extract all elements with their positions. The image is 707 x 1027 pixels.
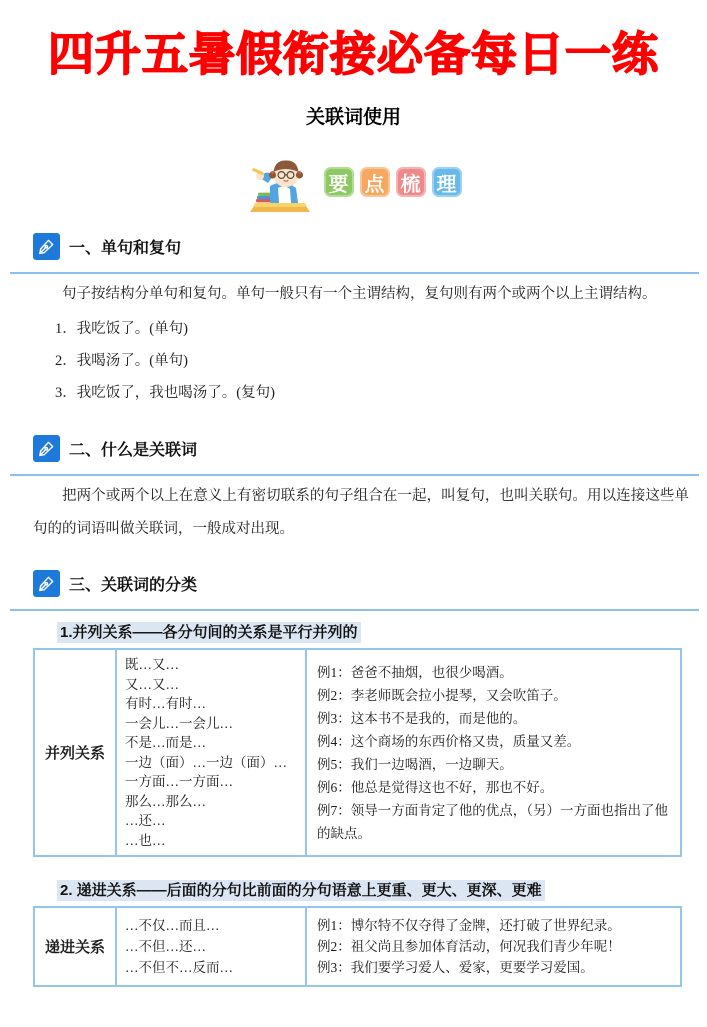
relation-category-cell: 递进关系 xyxy=(34,907,116,986)
section1-example-list xyxy=(55,313,689,409)
example-item: 例3：这本书不是我的，而是他的。 xyxy=(317,710,527,726)
conjunction-patterns-cell xyxy=(116,907,306,986)
pattern-item: 既…又… xyxy=(125,657,179,672)
pattern-item: 一边（面）…一边（面）… xyxy=(125,754,287,770)
example-sentences-cell xyxy=(306,907,681,986)
pattern-item: 那么…那么… xyxy=(125,793,206,809)
section1-title: 一、单句和复句 xyxy=(69,240,182,257)
page-subtitle: 关联词使用 xyxy=(305,107,401,128)
pattern-item: 又…又… xyxy=(125,676,179,692)
example-item: 例7：领导一方面肯定了他的优点，（另）一方面也指出了他的缺点。 xyxy=(317,802,668,841)
badge-shu: 梳 xyxy=(396,167,426,197)
section3-divider xyxy=(10,609,699,611)
section2-header xyxy=(33,435,707,462)
pattern-item: …不但不…反而… xyxy=(125,960,233,975)
pattern-item: 一会儿…一会儿… xyxy=(125,715,233,731)
badge-yao: 要 xyxy=(324,167,354,197)
pattern-item: …也… xyxy=(125,832,166,848)
example-item: 例3：我们要学习爱人、爱家，更要学习爱国。 xyxy=(317,960,594,975)
badge-li: 理 xyxy=(432,167,462,197)
page-title: 四升五暑假衔接必备每日一练 xyxy=(48,28,659,80)
example-sentences-cell xyxy=(306,649,681,856)
section1-divider xyxy=(10,272,699,274)
list-item: 2．我喝汤了。(单句) xyxy=(55,353,188,369)
pen-icon xyxy=(33,570,60,597)
example-item: 例1：博尔特不仅夺得了金牌，还打破了世界纪录。 xyxy=(317,918,621,933)
conjunction-patterns-cell xyxy=(116,649,306,856)
example-item: 例1：爸爸不抽烟，也很少喝酒。 xyxy=(317,664,513,680)
table2-caption xyxy=(57,879,707,900)
example-item: 例6：他总是觉得这也不好，那也不好。 xyxy=(317,779,554,795)
studying-kid-icon xyxy=(246,150,314,214)
pattern-item: 有时…有时… xyxy=(125,696,206,711)
pen-icon xyxy=(33,233,60,260)
example-item: 例2：祖父尚且参加体育活动，何况我们青少年呢！ xyxy=(317,939,621,954)
example-item: 例2：李老师既会拉小提琴，又会吹笛子。 xyxy=(317,687,567,703)
pattern-item: …还… xyxy=(125,813,166,828)
table2-caption-text: 2. 递进关系——后面的分句比前面的分句语意上更重、更大、更深、更难 xyxy=(57,880,545,901)
pattern-item: …不仅…而且… xyxy=(125,918,220,933)
pattern-item: 一方面…一方面… xyxy=(125,774,233,789)
table-row xyxy=(34,907,681,986)
section1-paragraph: 句子按结构分单句和复句。单句一般只有一个主谓结构，复句则有两个或两个以上主谓结构。 xyxy=(62,286,657,302)
key-points-banner xyxy=(0,149,707,215)
badge-dian: 点 xyxy=(360,167,390,197)
table1-caption xyxy=(57,621,707,642)
coordinate-relation-table xyxy=(33,648,682,857)
section1-header xyxy=(33,233,707,260)
section3-header xyxy=(33,570,707,597)
pen-icon xyxy=(33,435,60,462)
section2-paragraph: 把两个或两个以上在意义上有密切联系的句子组合在一起，叫复句，也叫关联句。用以连接这些单句的的词语叫做关联词，一般成对出现。 xyxy=(33,488,689,537)
pattern-item: …不但…还… xyxy=(125,939,206,954)
list-item: 1．我吃饭了。(单句) xyxy=(55,321,188,337)
table1-caption-text: 1.并列关系——各分句间的关系是平行并列的 xyxy=(57,622,361,643)
section2-title: 二、什么是关联词 xyxy=(69,442,198,459)
relation-category-cell: 并列关系 xyxy=(34,649,116,856)
table-row xyxy=(34,649,681,856)
example-item: 例4：这个商场的东西价格又贵，质量又差。 xyxy=(317,733,581,749)
example-item: 例5：我们一边喝酒，一边聊天。 xyxy=(317,756,513,772)
section2-divider xyxy=(10,474,699,476)
list-item: 3．我吃饭了，我也喝汤了。(复句) xyxy=(55,385,275,401)
pattern-item: 不是…而是… xyxy=(125,735,206,750)
progressive-relation-table xyxy=(33,906,682,987)
section3-title: 三、关联词的分类 xyxy=(69,577,198,594)
